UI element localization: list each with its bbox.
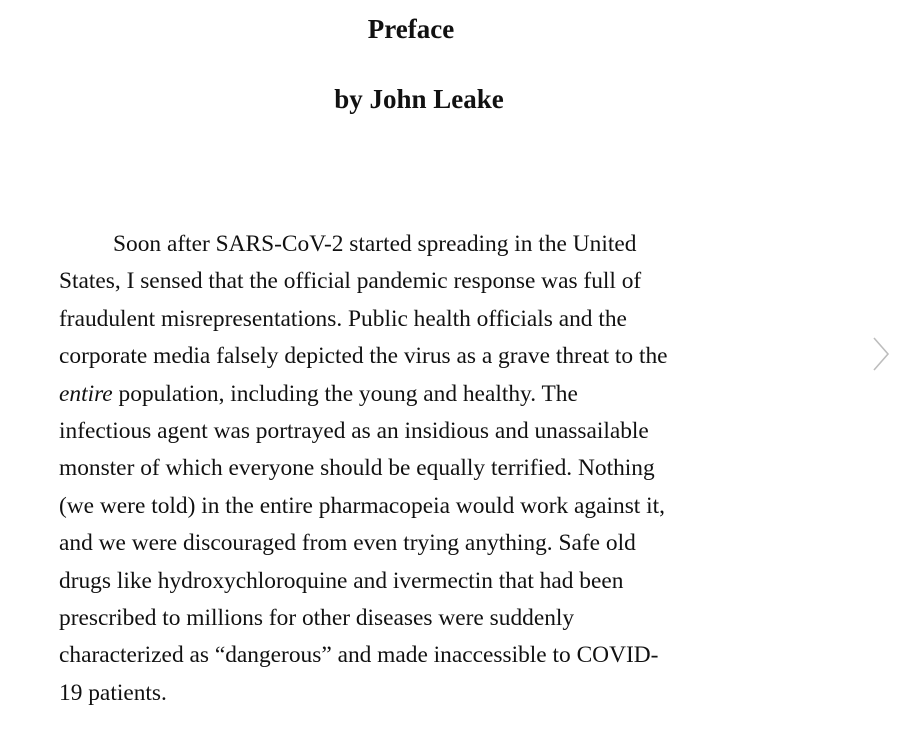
paragraph-line: corporate media falsely depicted the virus as a grave threat to the — [59, 343, 668, 370]
author-byline: by John Leake — [334, 84, 504, 114]
paragraph-line: and we were discouraged from even trying anything. Safe old — [59, 530, 636, 557]
paragraph-line: States, I sensed that the official pandemic response was full of — [59, 268, 642, 295]
paragraph-line: prescribed to millions for other diseases were suddenly — [59, 605, 575, 632]
paragraph-line: (we were told) in the entire pharmacopeia would work against it, — [59, 492, 665, 519]
chevron-right-icon — [866, 334, 896, 374]
paragraph-line-rest: population, including the young and healthy. The — [112, 380, 578, 407]
page-title: Preface — [367, 14, 455, 44]
paragraph-line: Soon after SARS-CoV-2 started spreading in the United — [113, 231, 637, 257]
paragraph-line-with-emphasis — [59, 376, 771, 413]
paragraph-line: monster of which everyone should be equally terrified. Nothing — [59, 455, 655, 482]
paragraph-line: 19 patients. — [59, 679, 167, 706]
paragraph-line: infectious agent was portrayed as an insidious and unassailable — [59, 418, 649, 445]
paragraph-line: drugs like hydroxychloroquine and ivermectin that had been — [59, 567, 624, 594]
emphasized-word: entire — [59, 380, 113, 407]
next-page-button[interactable] — [866, 334, 896, 374]
paragraph-line: characterized as “dangerous” and made inaccessible to COVID- — [59, 642, 659, 669]
preface-paragraph — [59, 226, 771, 712]
paragraph-line: fraudulent misrepresentations. Public health officials and the — [59, 305, 627, 332]
